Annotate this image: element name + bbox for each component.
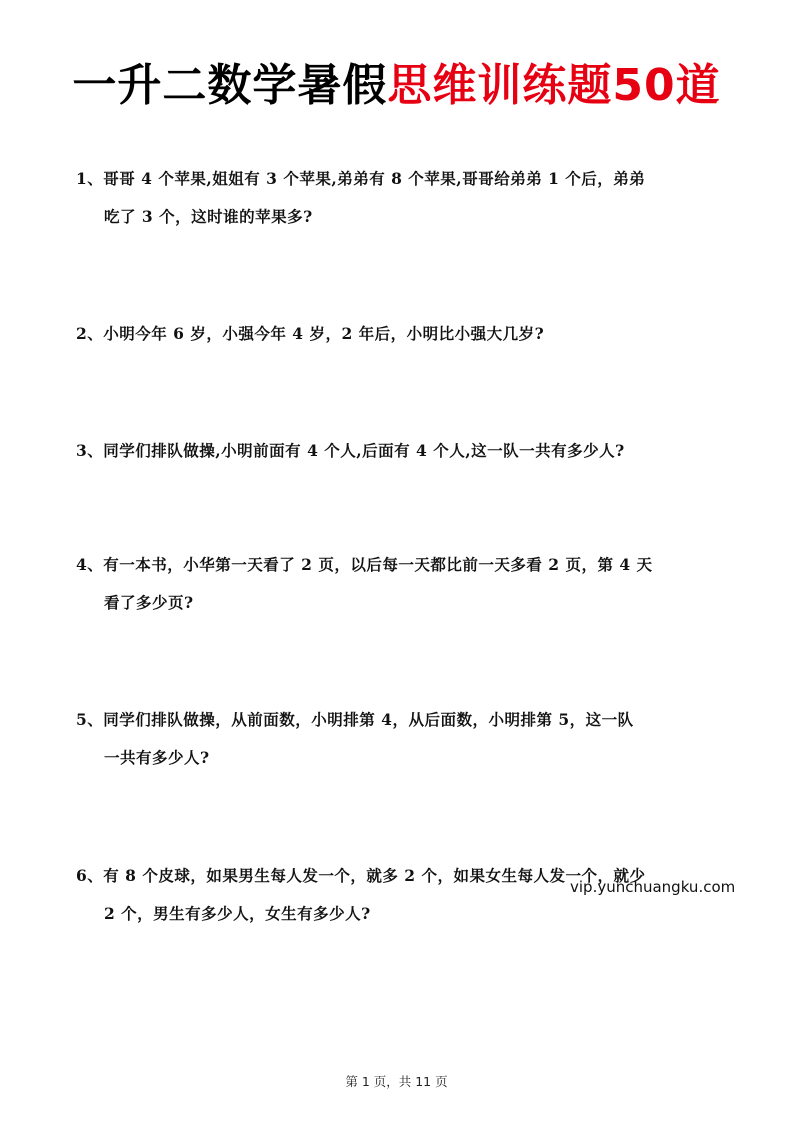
question-2-line-1: 2、小明今年 6 岁，小强今年 4 岁，2 年后，小明比小强大几岁?: [76, 324, 545, 343]
question-3: [76, 432, 726, 470]
question-6-line-2: 2 个，男生有多少人，女生有多少人?: [104, 904, 371, 923]
question-1: [76, 160, 726, 236]
question-4-line-1: 4、有一本书，小华第一天看了 2 页，以后每一天都比前一天多看 2 页，第 4 天: [76, 555, 653, 574]
page-footer: 第 1 页，共 11 页: [345, 1074, 448, 1089]
title-red-part: 思维训练题50道: [387, 60, 721, 111]
title-black-part: 一升二数学暑假: [72, 60, 388, 111]
question-1-line-1: 1、哥哥 4 个苹果,姐姐有 3 个苹果,弟弟有 8 个苹果,哥哥给弟弟 1 个后，弟弟: [76, 169, 646, 188]
page-title: [0, 58, 793, 114]
question-5-line-2: 一共有多少人?: [104, 748, 210, 767]
question-5: [76, 701, 726, 777]
question-5-line-1: 5、同学们排队做操，从前面数，小明排第 4，从后面数，小明排第 5，这一队: [76, 710, 634, 729]
question-4-line-2: 看了多少页?: [104, 593, 194, 612]
watermark-url: vip.yunchuangku.com: [570, 878, 736, 896]
question-2: [76, 315, 726, 353]
question-3-line-1: 3、同学们排队做操,小明前面有 4 个人,后面有 4 个人,这一队一共有多少人?: [76, 441, 625, 460]
question-6-line-1: 6、有 8 个皮球，如果男生每人发一个，就多 2 个，如果女生每人发一个，就少: [76, 866, 646, 885]
question-4: [76, 546, 726, 622]
question-1-line-2: 吃了 3 个，这时谁的苹果多?: [104, 207, 313, 226]
